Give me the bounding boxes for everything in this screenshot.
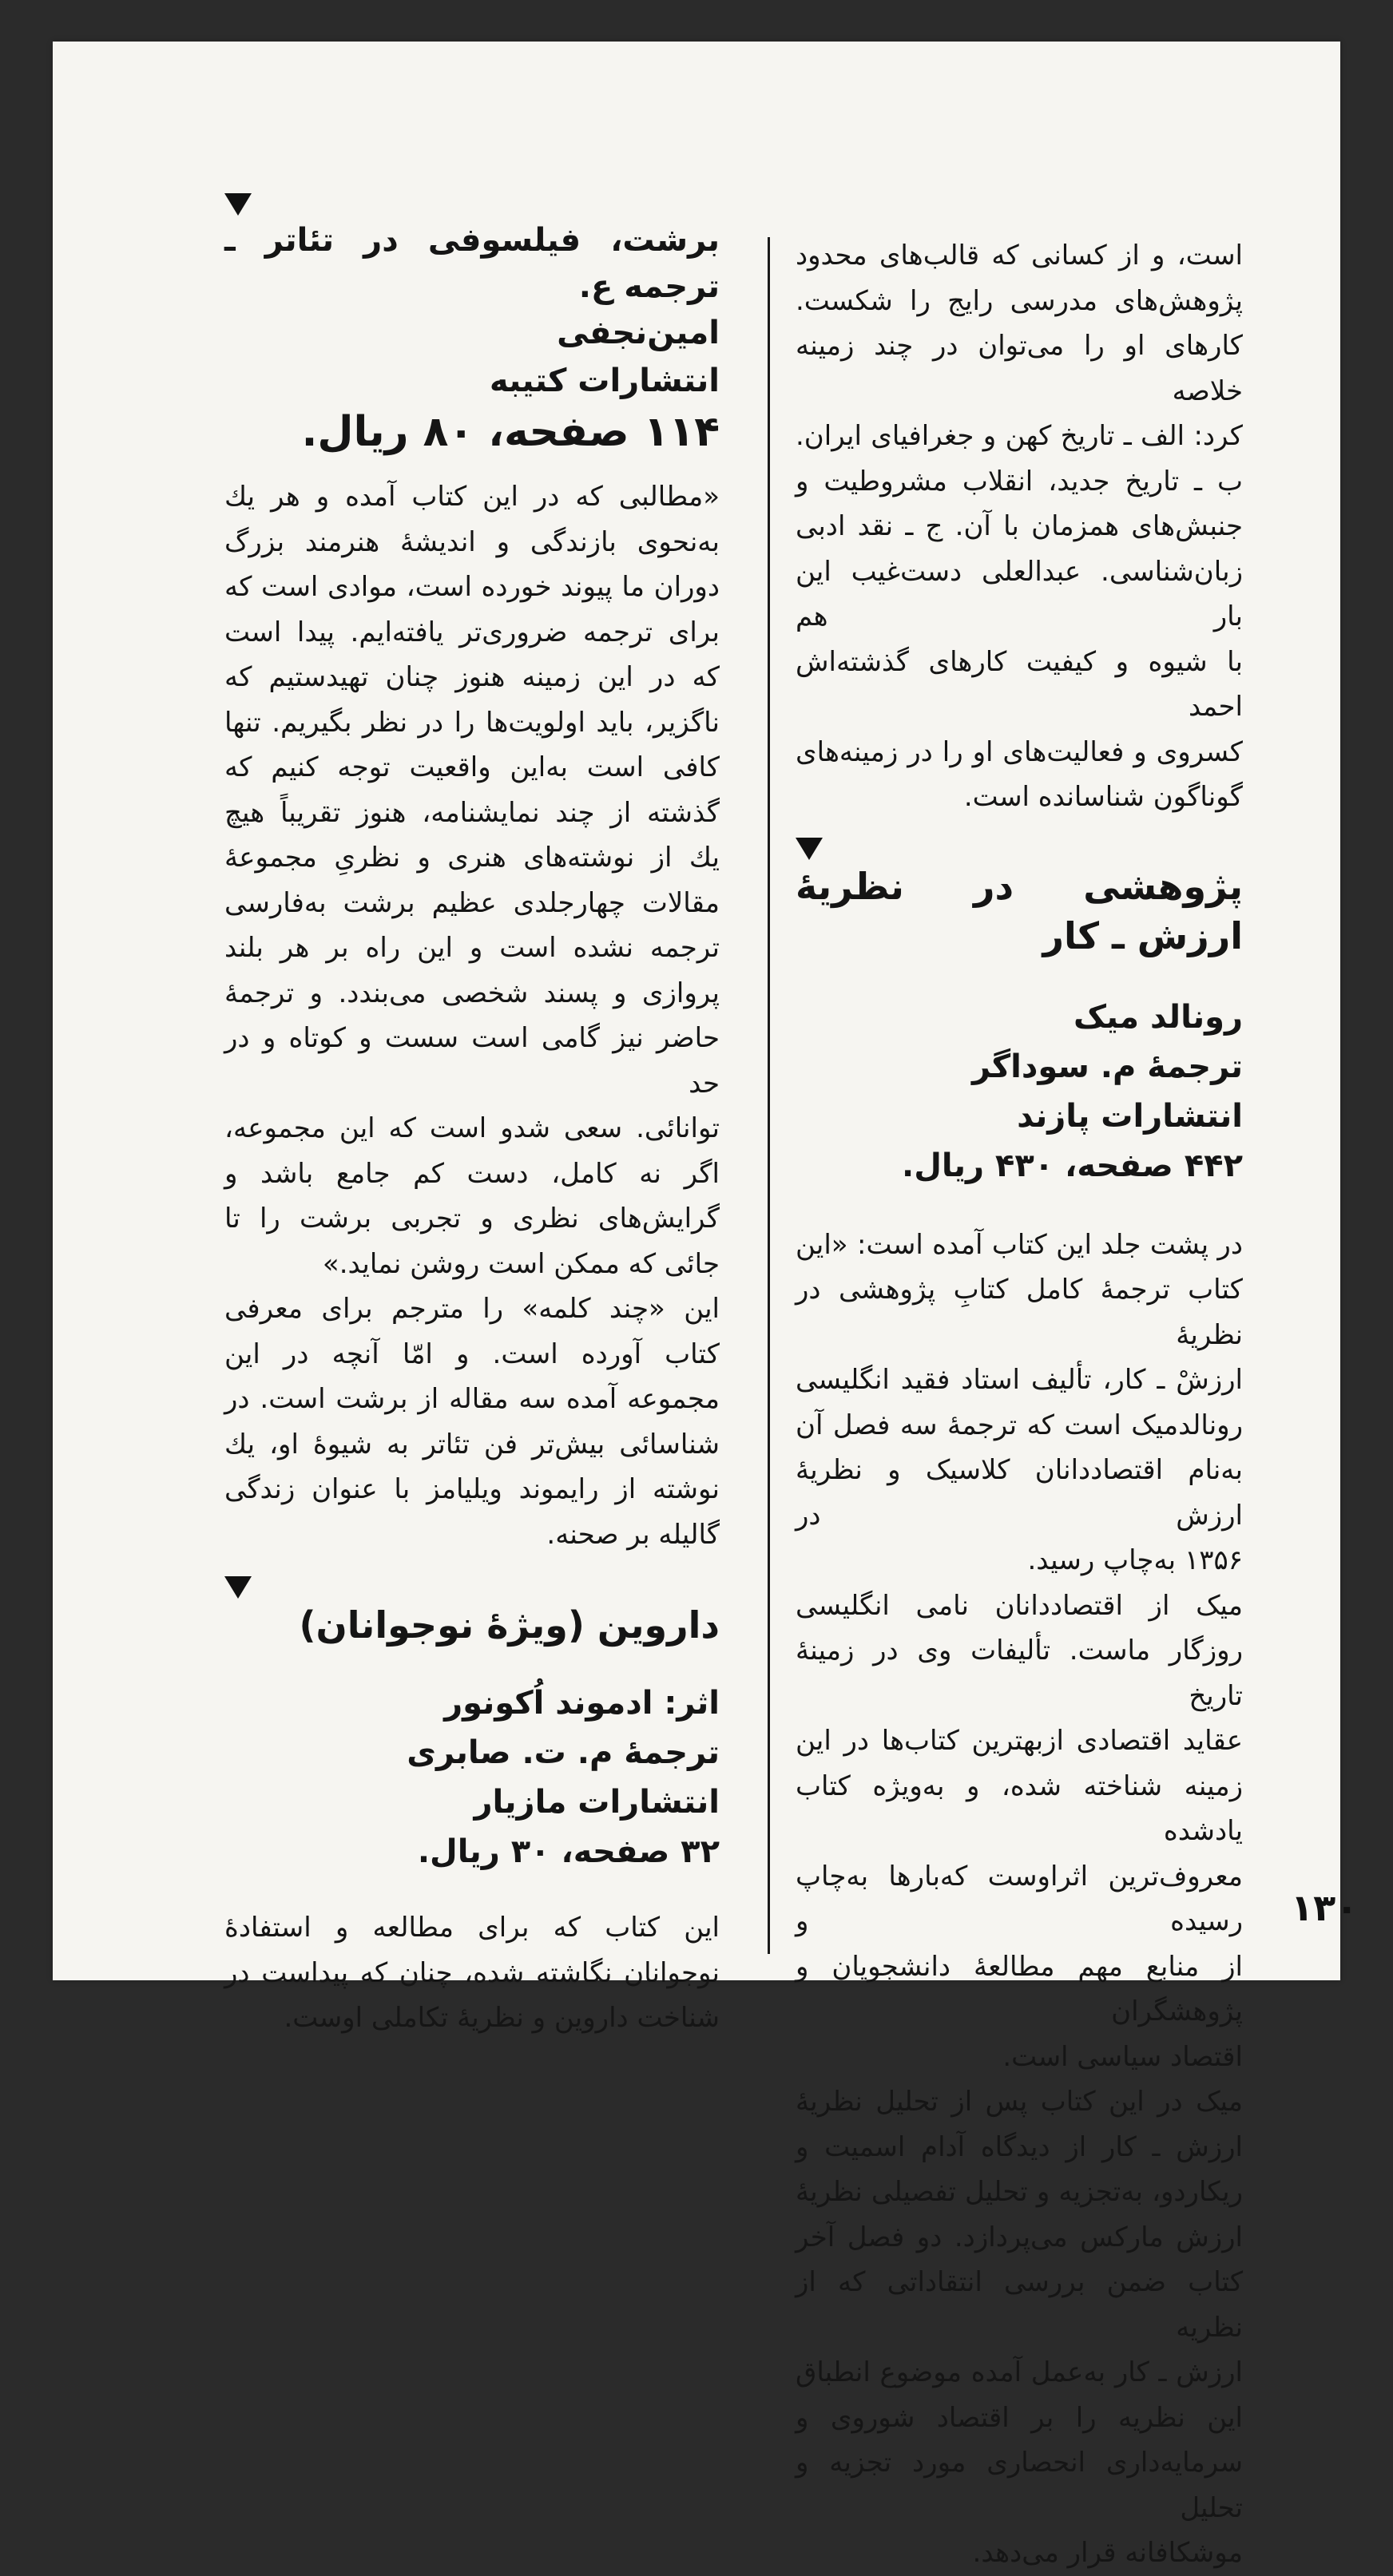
book2-pages-price: ۳۲ صفحه، ۳۰ ریال. <box>417 1833 720 1870</box>
section-marker-icon <box>796 838 823 860</box>
text-line: است، و از کسانی که قالب‌های محدود <box>796 240 1243 271</box>
text-line: مقالات چهارجلدی عظیم برشت به‌فارسی <box>224 886 720 919</box>
book-publisher: انتشارات پازند <box>1017 1097 1243 1135</box>
book-translator: ترجمهٔ م. سوداگر <box>972 1048 1243 1085</box>
text-line: کرد: الف ـ تاریخ کهن و جغرافیای ایران. <box>796 420 1243 452</box>
text-line: گرایش‌های نظری و تجربی برشت را تا <box>224 1203 720 1234</box>
text-line: روزگار ماست. تألیفات وی در زمینهٔ تاریخ <box>796 1635 1243 1712</box>
text-line: رونالدمیک است که ترجمهٔ سه فصل آن <box>796 1409 1243 1441</box>
text-line: کتاب آورده است. و امّا آنچه در این <box>224 1338 720 1370</box>
book-title: پژوهشی در نظریهٔ ارزش ـ کار <box>796 864 1243 957</box>
text-line: دوران ما پیوند خورده است، موادی است که <box>224 571 720 603</box>
intro-paragraph <box>796 233 1243 820</box>
text-line: «مطالبی که در این کتاب آمده و هر یك <box>224 481 720 513</box>
text-line: برشت، فیلسوفی در تئاتر ـ ترجمه ع. <box>224 222 720 305</box>
text-line: کارهای او را می‌توان در چند زمینه خلاصه <box>796 330 1243 407</box>
paragraph <box>796 1583 1243 2080</box>
text-line: زمینه شناخته شده، و به‌ویژه کتاب یادشده <box>796 1770 1243 1847</box>
book2-translator: ترجمهٔ م. ت. صابری <box>407 1734 720 1771</box>
section-marker-icon <box>224 193 252 216</box>
text-line: برای ترجمه ضروری‌تر یافته‌ایم. پیدا است <box>224 616 720 648</box>
text-line: گالیله بر صحنه. <box>546 1518 720 1551</box>
text-line: امین‌نجفی <box>557 315 720 351</box>
paragraph <box>224 474 720 1286</box>
text-line: اگر نه کامل، دست کم جامع باشد و <box>224 1157 720 1190</box>
book2-review <box>224 1905 720 2041</box>
text-line: ارزشْ ـ کار، تألیف استاد فقید انگلیسی <box>796 1364 1243 1396</box>
text-line: ۱۳۵۶ به‌چاپ رسید. <box>1027 1544 1243 1576</box>
review-paragraphs <box>796 1223 1243 2576</box>
text-line: با شیوه و کیفیت کارهای گذشته‌اش احمد <box>796 645 1243 723</box>
text-line: ارزش ـ کار به‌عمل آمده موضوع انطباق <box>796 2356 1243 2388</box>
book2-author: اثر: ادموند اُکونور <box>444 1685 720 1722</box>
text-line: در پشت جلد این کتاب آمده است: «این <box>796 1228 1243 1261</box>
text-line: شناخت داروین و نظریهٔ تکاملی اوست. <box>284 2002 720 2034</box>
text-line: ارزش مارکس می‌پردازد. دو فصل آخر <box>796 2221 1243 2253</box>
text-line: نوجوانان نگاشته شده، چنان که پیداست در <box>224 1956 720 1989</box>
text-line: کتاب ترجمهٔ کامل کتابِ پژوهشی در نظریهٔ <box>796 1274 1243 1351</box>
text-line: گوناگون شناسانده است. <box>963 781 1243 813</box>
left-column <box>224 193 720 2041</box>
text-line: سرمایه‌داری انحصاری مورد تجزیه و تحلیل <box>796 2447 1243 2524</box>
text-line: به‌نحوی بازندگی و اندیشهٔ هنرمند بزرگ <box>224 525 720 558</box>
text-line: زبان‌شناسی. عبدالعلی دست‌غیب این بار هم <box>796 555 1243 632</box>
text-line: این «چند کلمه» را مترجم برای معرفی <box>224 1293 720 1325</box>
text-line: شناسائی بیش‌تر فن تئاتر به شیوهٔ او، یك <box>224 1428 720 1460</box>
text-line: مجموعه آمده سه مقاله از برشت است. در <box>224 1383 720 1415</box>
text-line: از منابع مهم مطالعهٔ دانشجویان و پژوهشگران <box>796 1950 1243 2027</box>
column-divider <box>768 237 770 1954</box>
paragraph <box>224 1286 720 1557</box>
book2-title: داروین (ویژهٔ نوجوانان) <box>299 1603 720 1647</box>
text-line: ترجمه نشده است و این راه بر هر بلند <box>224 932 720 964</box>
book-author: رونالد میک <box>1073 998 1243 1036</box>
text-line: کتاب ضمن بررسی انتقاداتی که از نظریه <box>796 2266 1243 2344</box>
text-line: ب ـ تاریخ جدید، انقلاب مشروطیت و <box>796 465 1243 497</box>
text-line: عقاید اقتصادی ازبهترین کتاب‌ها در این <box>796 1725 1243 1757</box>
page-number: ۱۳۰ <box>1291 1886 1359 1929</box>
text-line: میک از اقتصاددانان نامی انگلیسی <box>796 1589 1243 1622</box>
text-line: میک در این کتاب پس از تحلیل نظریهٔ <box>796 2086 1243 2118</box>
book-pages-price: ۴۴۲ صفحه، ۴۳۰ ریال. <box>902 1147 1243 1184</box>
right-column <box>796 233 1243 2576</box>
text-line: توانائی. سعی شدو است که این مجموعه، <box>224 1112 720 1144</box>
text-line: به‌نام اقتصاددانان کلاسیک و نظریهٔ ارزش در <box>796 1454 1243 1532</box>
text-line: یك از نوشته‌های هنری و نظریِ مجموعهٔ <box>224 842 720 874</box>
text-line: ناگزیر، باید اولویت‌ها را در نظر بگیریم. تنها <box>224 706 720 739</box>
book1-heading <box>224 217 720 356</box>
text-line: کسروی و فعالیت‌های او را در زمینه‌های <box>796 735 1243 768</box>
text-line: نوشته از رایموند ویلیامز با عنوان زندگی <box>224 1473 720 1505</box>
text-line: اقتصاد سیاسی است. <box>1002 2040 1243 2073</box>
text-line: جنبش‌های همزمان با آن. ج ـ نقد ادبی <box>796 510 1243 542</box>
text-line: کافی است به‌این واقعیت توجه کنیم که <box>224 751 720 783</box>
text-line: پروازی و پسند شخصی می‌بندد. و ترجمهٔ <box>224 977 720 1009</box>
text-line: ارزش ـ کار از دیدگاه آدام اسمیت و <box>796 2130 1243 2163</box>
book1-review <box>224 474 720 1557</box>
book2-publisher: انتشارات مازیار <box>474 1784 720 1821</box>
text-line: این کتاب که برای مطالعه و استفادهٔ <box>224 1912 720 1944</box>
text-line: ریکاردو، به‌تجزیه و تحلیل تفصیلی نظریهٔ <box>796 2176 1243 2208</box>
text-line: که در این زمینه هنوز چنان تهیدستیم که <box>224 661 720 693</box>
text-line: معروف‌ترین اثراوست که‌بارها به‌چاپ رسیده و <box>796 1860 1243 1937</box>
text-line: گذشته از چند نمایشنامه، هنوز تقریباً هیچ <box>224 796 720 829</box>
book1-publisher: انتشارات کتیبه <box>489 363 720 399</box>
text-line: حاضر نیز گامی است سست و کوتاه و در حد <box>224 1022 720 1100</box>
paragraph <box>796 2079 1243 2576</box>
text-line: این نظریه را بر اقتصاد شوروی و <box>796 2401 1243 2434</box>
text-line: پژوهش‌های مدرسی رایج را شکست. <box>796 284 1243 317</box>
text-line: جائی که ممکن است روشن نماید.» <box>322 1247 720 1280</box>
scanned-page <box>53 42 1359 2569</box>
text-line: موشکافانه قرار می‌دهد. <box>972 2537 1243 2569</box>
book1-pages-price: ۱۱۴ صفحه، ۸۰ ریال. <box>301 408 720 456</box>
section-marker-icon <box>224 1576 252 1599</box>
paragraph <box>796 1223 1243 1583</box>
